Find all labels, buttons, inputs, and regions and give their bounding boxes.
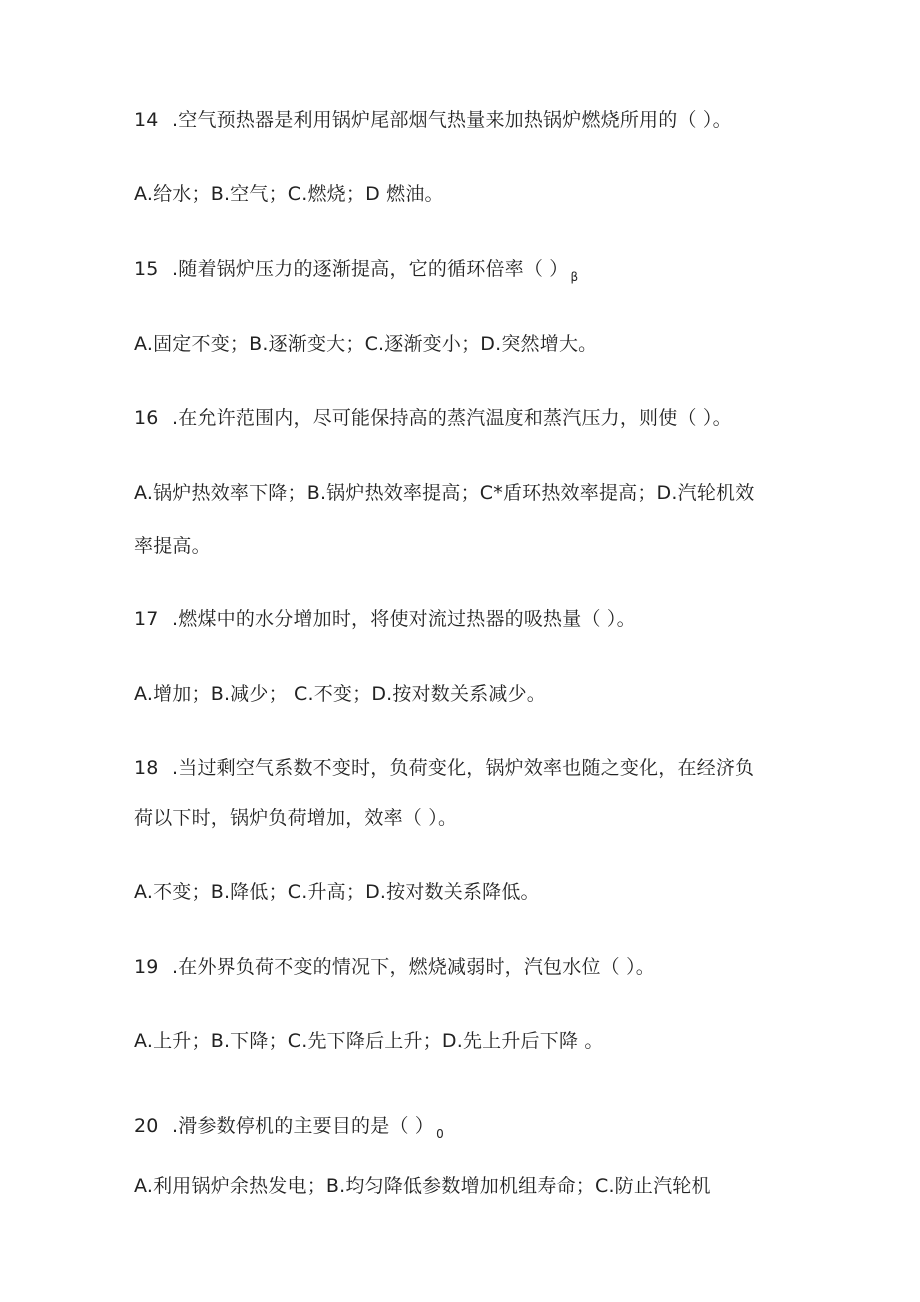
- question-20-options: [134, 1174, 814, 1198]
- question-14-stem: [134, 108, 814, 132]
- question-15-stem: [134, 257, 814, 289]
- question-number: 17: [134, 608, 159, 630]
- options-text: A.固定不变；B.逐渐变大；C.逐渐变小；D.突然增大。: [134, 333, 598, 355]
- question-text: .随着锅炉压力的逐渐提高，它的循环倍率（ ）: [172, 258, 569, 280]
- question-14-options: [134, 182, 814, 206]
- question-17-stem: [134, 607, 814, 631]
- question-number: 18: [134, 757, 159, 779]
- question-19-stem: [134, 955, 814, 979]
- question-number: 15: [134, 258, 159, 280]
- question-16-options-cont: [134, 534, 814, 558]
- question-20-stem: [134, 1114, 814, 1146]
- question-number: 16: [134, 407, 159, 429]
- question-text: .燃煤中的水分增加时，将使对流过热器的吸热量（ ）。: [172, 608, 636, 630]
- options-text: A.上升；B.下降；C.先下降后上升；D.先上升后下降 。: [134, 1030, 604, 1052]
- question-15-options: [134, 332, 814, 356]
- options-text: A.给水；B.空气；C.燃烧；D 燃油。: [134, 183, 444, 205]
- options-text: A.不变；B.降低；C.升高；D.按对数关系降低。: [134, 881, 540, 903]
- question-18-options: [134, 880, 814, 904]
- question-text: .当过剩空气系数不变时，负荷变化，锅炉效率也随之变化，在经济负: [172, 757, 755, 779]
- question-text: 荷以下时，锅炉负荷增加，效率（ ）。: [134, 807, 458, 829]
- question-text: .空气预热器是利用锅炉尾部烟气热量来加热锅炉燃烧所用的（ ）。: [172, 109, 732, 131]
- question-suffix: β: [570, 270, 579, 284]
- question-number: 19: [134, 956, 159, 978]
- question-number: 20: [134, 1115, 159, 1137]
- question-17-options: [134, 682, 814, 706]
- options-text: A.锅炉热效率下降；B.锅炉热效率提高；C*盾环热效率提高；D.汽轮机效: [134, 482, 755, 504]
- question-18-stem: [134, 756, 814, 780]
- question-number: 14: [134, 109, 159, 131]
- question-text: .在允许范围内，尽可能保持高的蒸汽温度和蒸汽压力，则使（ ）。: [172, 407, 732, 429]
- question-18-stem-cont: [134, 806, 814, 830]
- question-16-stem: [134, 406, 814, 430]
- question-19-options: [134, 1029, 814, 1053]
- question-text: .在外界负荷不变的情况下，燃烧减弱时，汽包水位（ ）。: [172, 956, 655, 978]
- options-text: A.利用锅炉余热发电；B.均匀降低参数增加机组寿命；C.防止汽轮机: [134, 1175, 711, 1197]
- question-16-options: [134, 481, 814, 505]
- question-suffix: 0: [436, 1127, 444, 1141]
- options-text: A.增加；B.减少； C.不变；D.按对数关系减少。: [134, 683, 546, 705]
- question-text: .滑参数停机的主要目的是（ ）: [172, 1115, 435, 1137]
- options-text: 率提高。: [134, 535, 211, 557]
